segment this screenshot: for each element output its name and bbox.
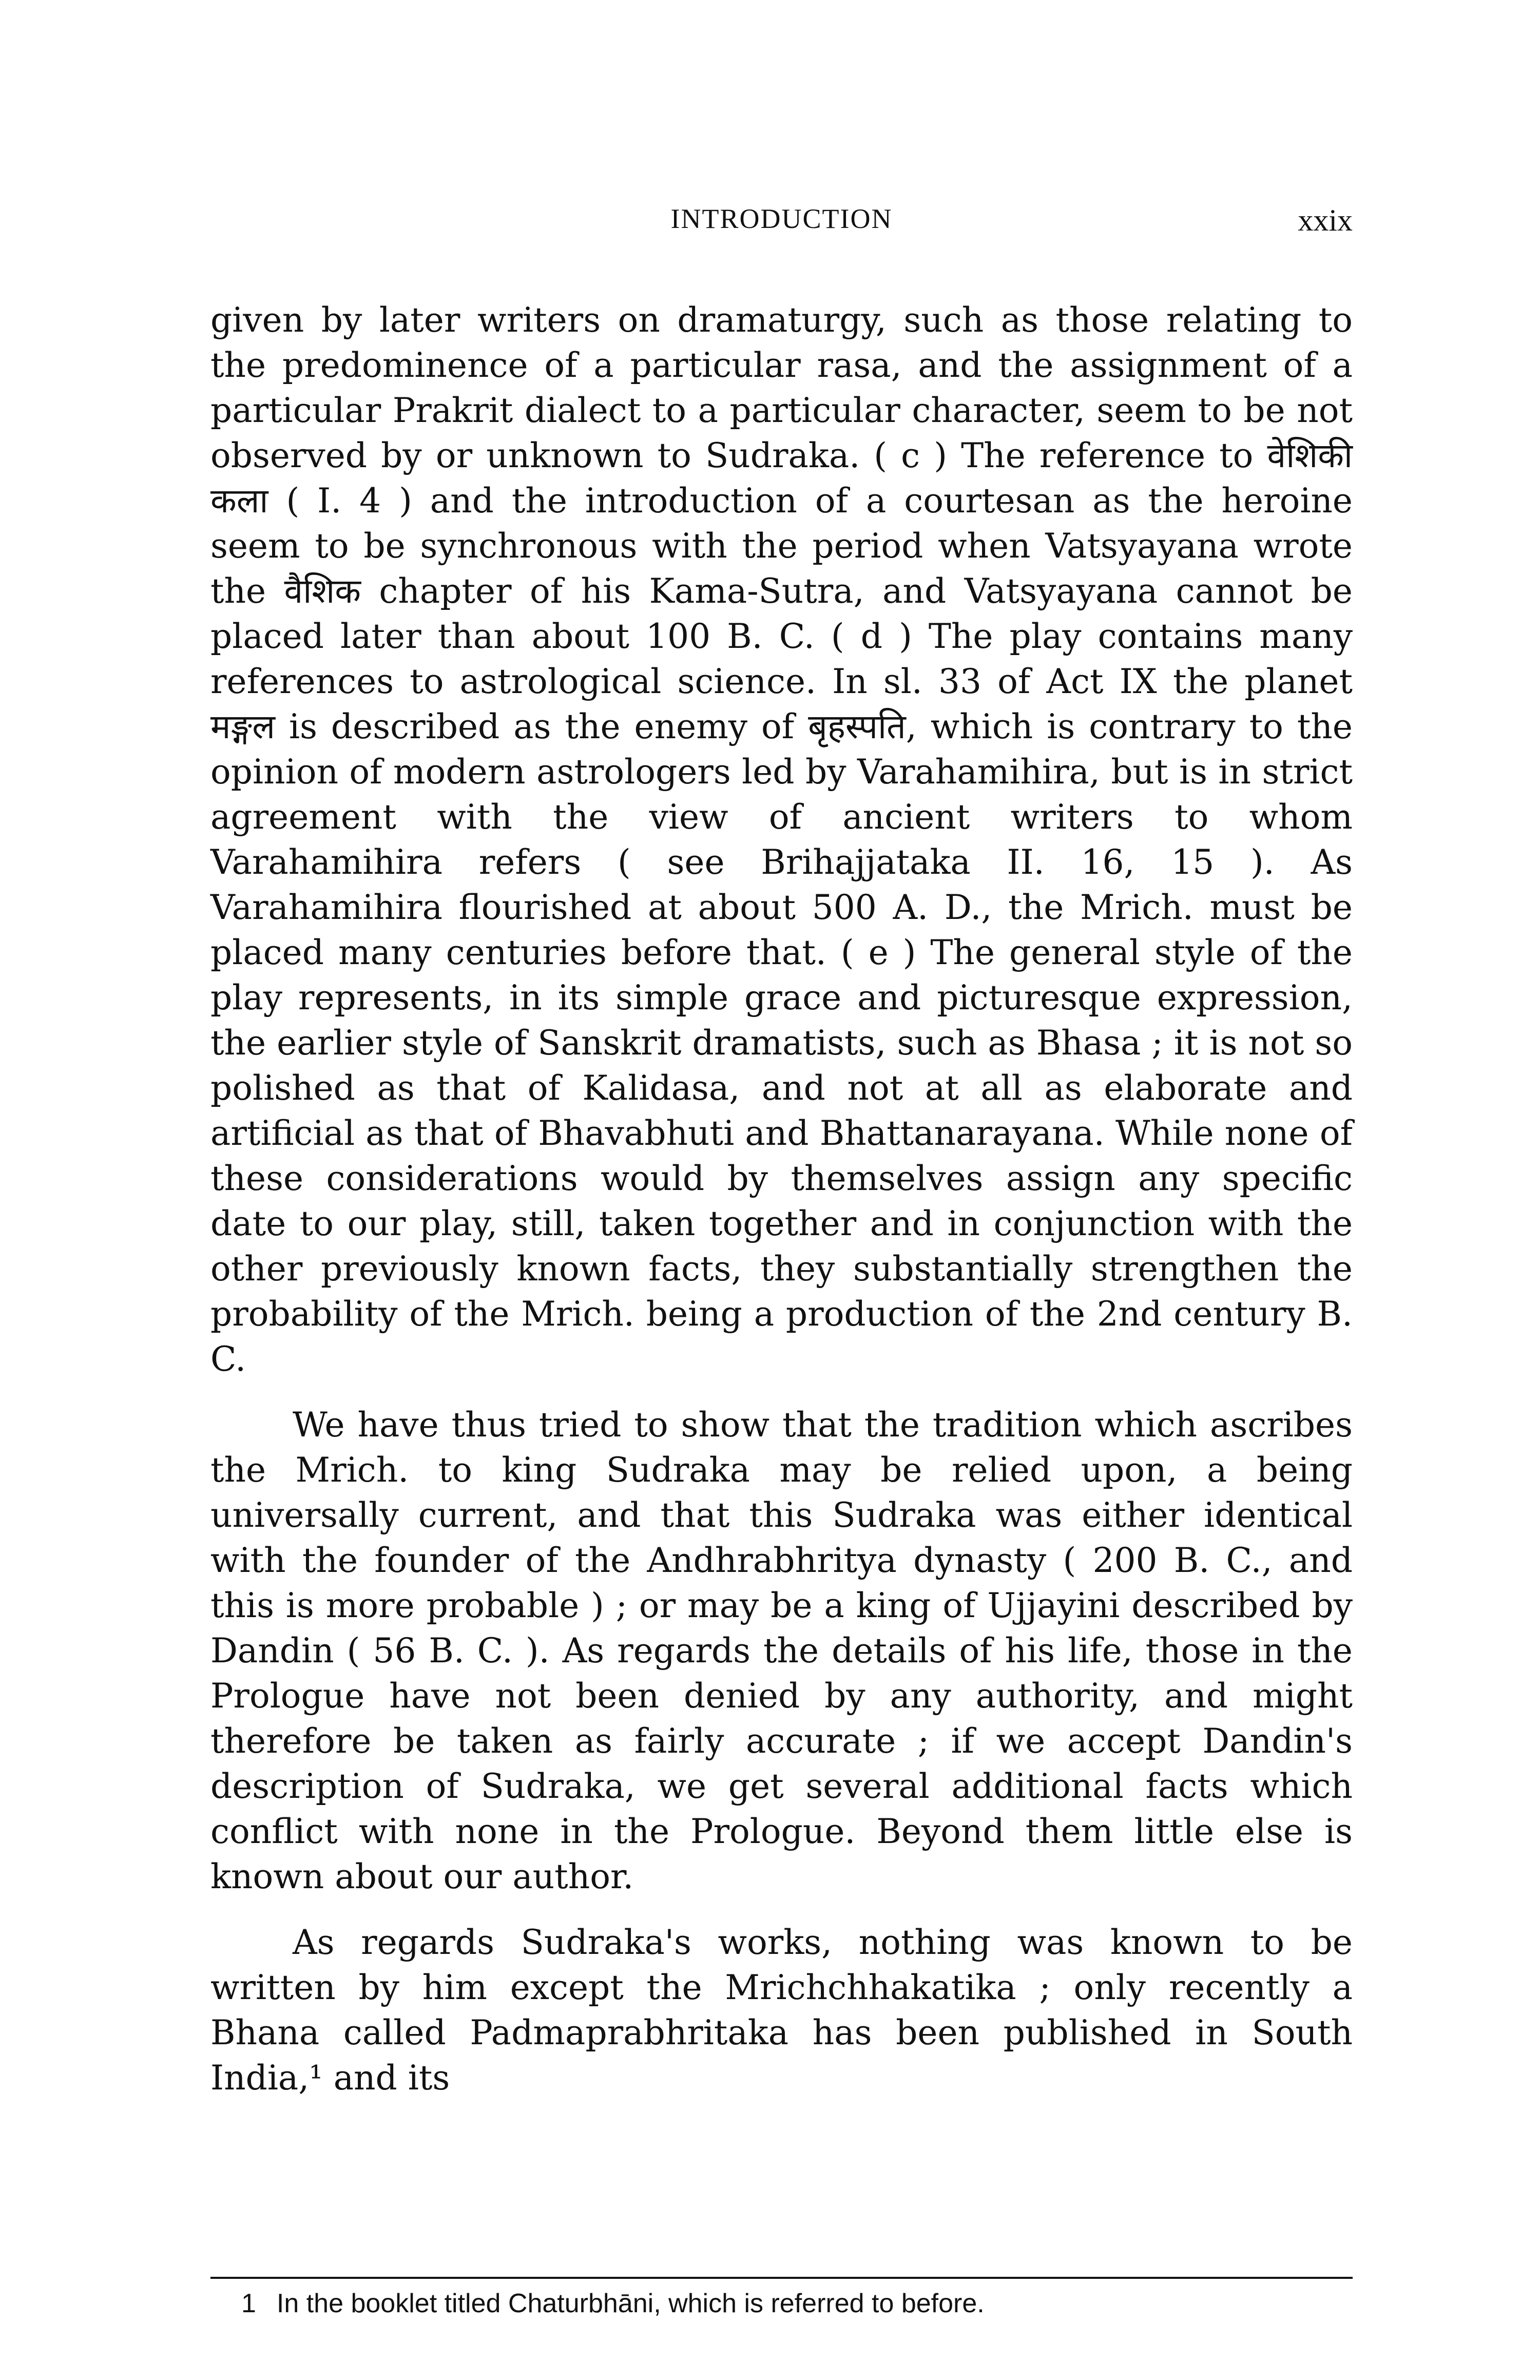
footnote-rule [210,2277,1353,2279]
body-text [210,298,1353,2101]
running-head [210,203,1353,244]
footnote-marker: 1 [241,2289,256,2318]
footnote-text: In the booklet titled Chaturbhāni, which is referred to before. [276,2289,985,2318]
paragraph-dating-evidence: given by later writers on dramaturgy, such as those relating to the predominence of a particular rasa, and the assignment of a particular Prakrit dialect to a particular character, seem to be not observed by or unknown to Sudraka. ( c ) The reference to वेशिकी कला ( I. 4 ) and the introduction of a courtesan as the heroine seem to be synchronous with the period when Vatsyayana wrote the वैशिक chapter of his Kama-Sutra, and Vatsyayana cannot be placed later than about 100 B. C. ( d ) The play contains many references to astrological science. In sl. 33 of Act IX the planet मङ्गल is described as the enemy of बृहस्पति, which is contrary to the opinion of modern astrologers led by Varahamihira, but is in strict agreement with the view of ancient writers to whom Varahamihira refers ( see Brihajjataka II. 16, 15 ). As Varahamihira flourished at about 500 A. D., the Mrich. must be placed many centuries before that. ( e ) The general style of the play represents, in its simple grace and picturesque expression, the earlier style of Sanskrit dramatists, such as Bhasa ; it is not so polished as that of Kalidasa, and not at all as elaborate and artificial as that of Bhavabhuti and Bhattanarayana. While none of these considerations would by themselves assign any specific date to our play, still, taken together and in conjunction with the other previously known facts, they substantially strengthen the probability of the Mrich. being a production of the 2nd century B. C. [210,300,1353,1379]
paragraph-sudraka-works: As regards Sudraka's works, nothing was known to be written by him except the Mrichchhakatika ; only recently a Bhana called Padmaprabhritaka has been published in South India,¹ and its [210,1923,1353,2098]
running-title: INTRODUCTION [670,203,893,234]
page-number: xxix [1298,203,1353,237]
footnote [241,2287,1319,2320]
paragraph-tradition-sudraka: We have thus tried to show that the tradition which ascribes the Mrich. to king Sudraka may be relied upon, a being universally current, and that this Sudraka was either identical with the founder of the Andhrabhritya dynasty ( 200 B. C., and this is more probable ) ; or may be a king of Ujjayini described by Dandin ( 56 B. C. ). As regards the details of his life, those in the Prologue have not been denied by any authority, and might therefore be taken as fairly accurate ; if we accept Dandin's description of Sudraka, we get several additional facts which conflict with none in the Prologue. Beyond them little else is known about our author. [210,1405,1353,1896]
